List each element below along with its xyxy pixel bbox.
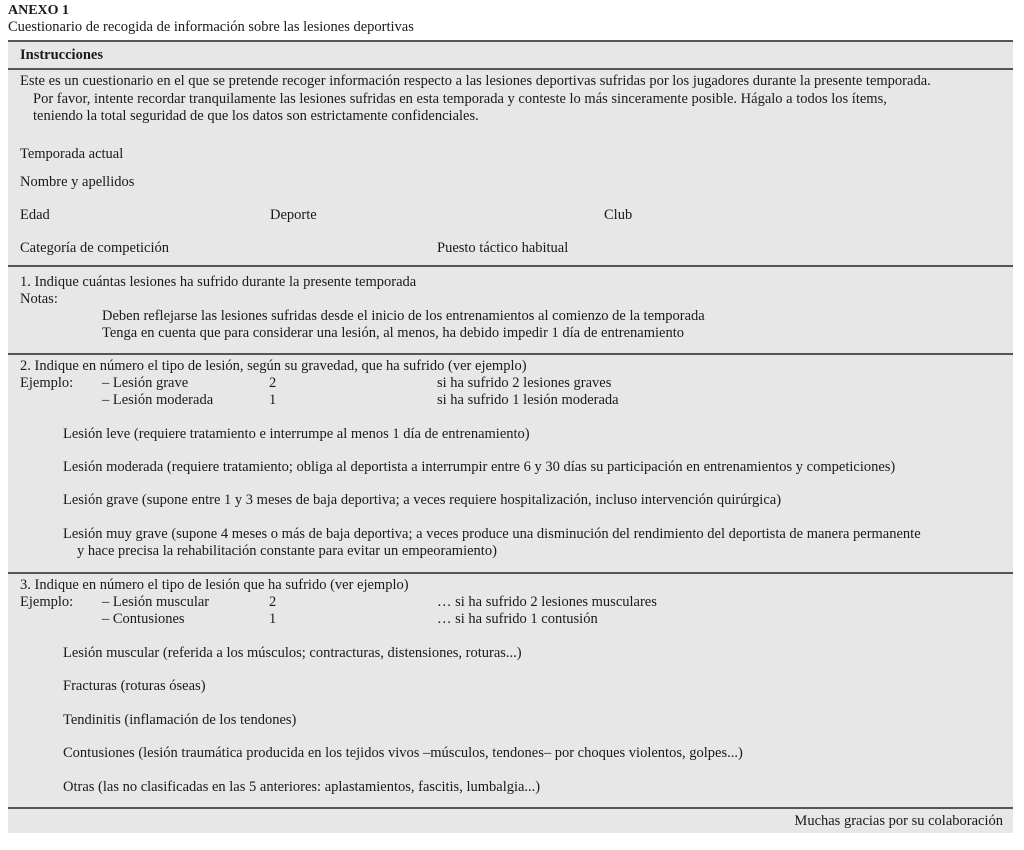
example-explanation: … si ha sufrido 1 contusión (437, 611, 598, 627)
severity-item-severe[interactable]: Lesión grave (supone entre 1 y 3 meses de baja deportiva; a veces requiere hospitalización, incluso intervención quirúrgica) (63, 492, 782, 508)
example-item: – Lesión muscular (102, 594, 210, 610)
example-count: 1 (269, 392, 277, 408)
note-item: Deben reflejarse las lesiones sufridas desde el inicio de los entrenamientos al comienzo de la temporada (102, 308, 705, 324)
example-count: 1 (269, 611, 277, 627)
instructions-heading: Instrucciones (20, 47, 103, 63)
note-item: Tenga en cuenta que para considerar una lesión, al menos, ha debido impedir 1 día de entrenamiento (102, 325, 684, 341)
example-explanation: si ha sufrido 2 lesiones graves (437, 375, 612, 391)
example-item: – Contusiones (102, 611, 185, 627)
field-position[interactable]: Puesto táctico habitual (437, 240, 569, 256)
field-category[interactable]: Categoría de competición (20, 240, 169, 256)
example-count: 2 (269, 594, 277, 610)
thanks-message: Muchas gracias por su colaboración (794, 813, 1003, 829)
example-explanation: … si ha sufrido 2 lesiones musculares (437, 594, 657, 610)
instructions-line: Por favor, intente recordar tranquilamente las lesiones sufridas en esta temporada y conteste lo más sinceramente posible. Hágalo a todos los ítems, (33, 91, 887, 107)
example-item: – Lesión grave (102, 375, 189, 391)
question-1-title: 1. Indique cuántas lesiones ha sufrido durante la presente temporada (20, 274, 417, 290)
divider (8, 265, 1013, 267)
divider (8, 572, 1013, 574)
question-3-title: 3. Indique en número el tipo de lesión que ha sufrido (ver ejemplo) (20, 577, 409, 593)
field-name[interactable]: Nombre y apellidos (20, 174, 135, 190)
field-sport[interactable]: Deporte (270, 207, 317, 223)
injury-type-tendinitis[interactable]: Tendinitis (inflamación de los tendones) (63, 712, 297, 728)
field-age[interactable]: Edad (20, 207, 50, 223)
injury-type-muscular[interactable]: Lesión muscular (referida a los músculos; contracturas, distensiones, roturas...) (63, 645, 522, 661)
severity-item-very-severe[interactable]: Lesión muy grave (supone 4 meses o más de baja deportiva; a veces produce una disminución del rendimiento del deportista de manera permanente (63, 526, 921, 542)
severity-item-moderate[interactable]: Lesión moderada (requiere tratamiento; obliga al deportista a interrumpir entre 6 y 30 días su participación en entrenamientos y competiciones) (63, 459, 896, 475)
example-explanation: si ha sufrido 1 lesión moderada (437, 392, 619, 408)
field-season[interactable]: Temporada actual (20, 146, 124, 162)
injury-type-fractures[interactable]: Fracturas (roturas óseas) (63, 678, 206, 694)
document-subtitle: Cuestionario de recogida de información sobre las lesiones deportivas (8, 19, 414, 35)
instructions-line: teniendo la total seguridad de que los datos son estrictamente confidenciales. (33, 108, 479, 124)
document-title: ANEXO 1 (8, 3, 70, 18)
divider (8, 807, 1013, 809)
field-club[interactable]: Club (604, 207, 633, 223)
question-2-title: 2. Indique en número el tipo de lesión, según su gravedad, que ha sufrido (ver ejemplo) (20, 358, 527, 374)
example-count: 2 (269, 375, 277, 391)
injury-type-contusions[interactable]: Contusiones (lesión traumática producida en los tejidos vivos –músculos, tendones– por choques violentos, golpes...) (63, 745, 743, 761)
divider (8, 68, 1013, 70)
instructions-line: Este es un cuestionario en el que se pretende recoger información respecto a las lesiones deportivas sufridas por los jugadores durante la presente temporada. (20, 73, 931, 89)
example-label: Ejemplo: (20, 594, 74, 610)
severity-item-very-severe-continued: y hace precisa la rehabilitación constante para evitar un empeoramiento) (77, 543, 497, 559)
divider (8, 40, 1013, 42)
example-item: – Lesión moderada (102, 392, 214, 408)
injury-type-other[interactable]: Otras (las no clasificadas en las 5 anteriores: aplastamientos, fascitis, lumbalgia...) (63, 779, 541, 795)
notes-label: Notas: (20, 291, 58, 307)
severity-item-mild[interactable]: Lesión leve (requiere tratamiento e interrumpe al menos 1 día de entrenamiento) (63, 426, 530, 442)
example-label: Ejemplo: (20, 375, 74, 391)
divider (8, 353, 1013, 355)
